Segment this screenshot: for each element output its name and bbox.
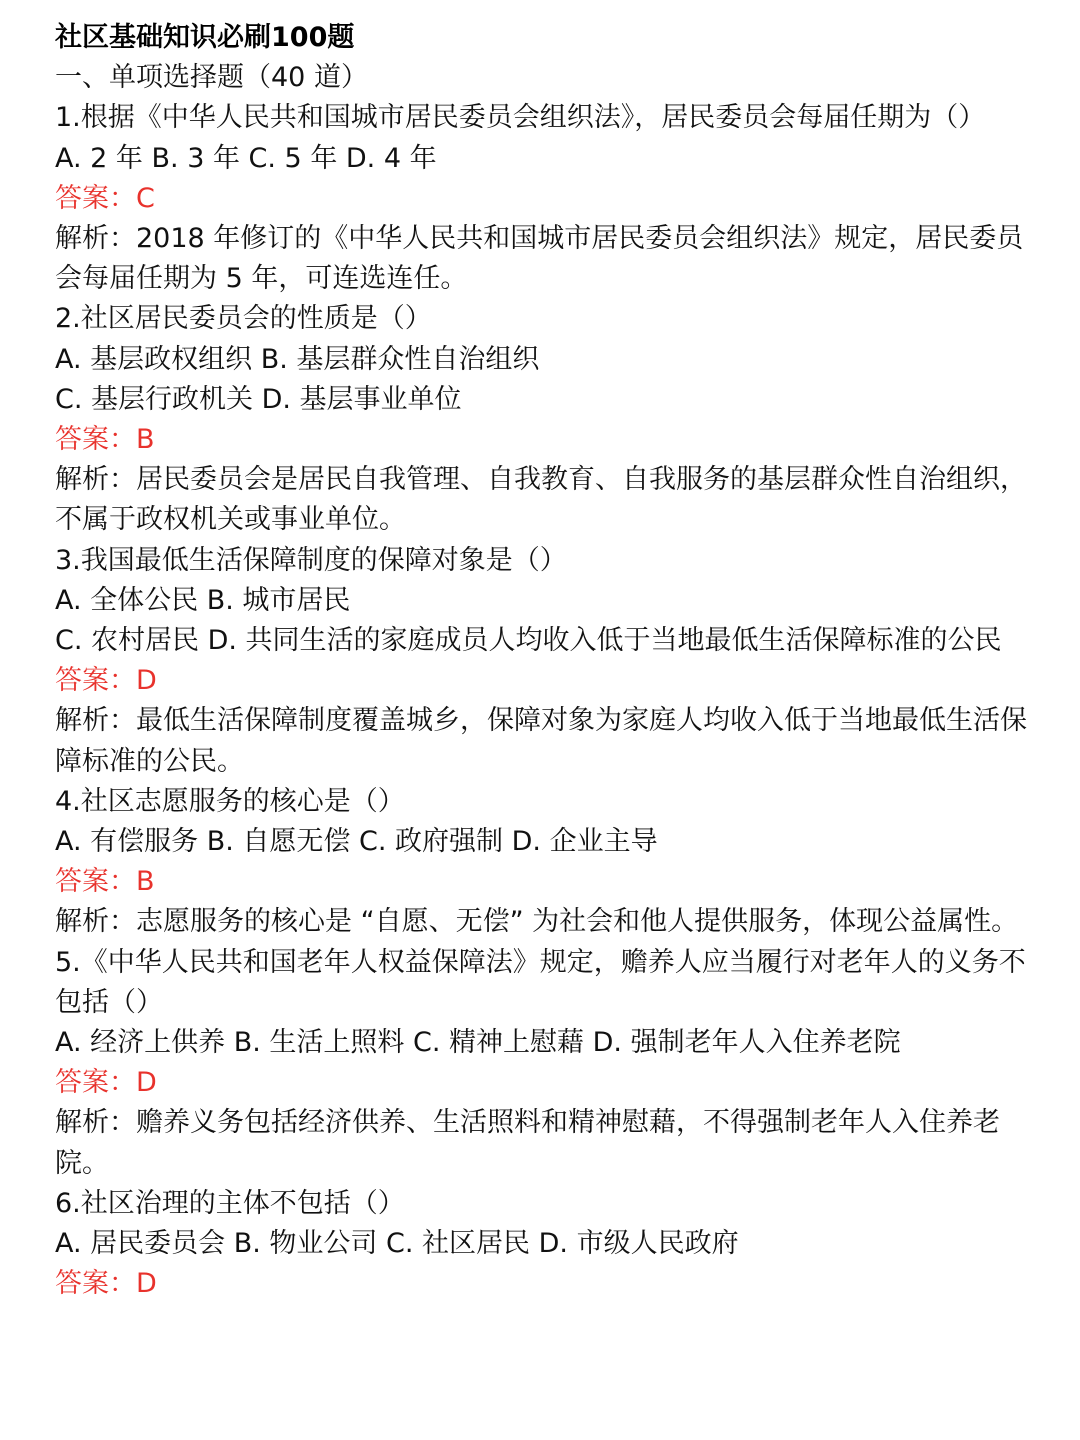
question-1	[55, 98, 1040, 299]
question-text: 6.社区治理的主体不包括（）	[55, 1187, 405, 1219]
options-line: A. 基层政权组织 B. 基层群众性自治组织	[55, 343, 540, 375]
question-2	[55, 299, 1040, 540]
options-line: A. 居民委员会 B. 物业公司 C. 社区居民 D. 市级人民政府	[55, 1228, 739, 1260]
answer-text: 答案：B	[55, 866, 155, 898]
question-text: 1.根据《中华人民共和国城市居民委员会组织法》，居民委员会每届任期为（）	[55, 102, 986, 134]
question-text: 2.社区居民委员会的性质是（）	[55, 303, 432, 335]
question-text: 5.《中华人民共和国老年人权益保障法》规定，赡养人应当履行对老年人的义务不包括（）	[55, 946, 1026, 1018]
options-line: C. 农村居民 D. 共同生活的家庭成员人均收入低于当地最低生活保障标准的公民	[55, 625, 1002, 657]
answer-text: 答案：D	[55, 1268, 157, 1300]
question-6	[55, 1184, 1040, 1305]
answer-text: 答案：D	[55, 1067, 157, 1099]
question-4	[55, 782, 1040, 943]
options-line: A. 有偿服务 B. 自愿无偿 C. 政府强制 D. 企业主导	[55, 826, 658, 858]
options-line: A. 经济上供养 B. 生活上照料 C. 精神上慰藉 D. 强制老年人入住养老院	[55, 1027, 901, 1059]
document-title: 社区基础知识必刷100题	[55, 22, 355, 53]
question-text: 4.社区志愿服务的核心是（）	[55, 785, 405, 817]
document	[55, 18, 1040, 1305]
answer-text: 答案：D	[55, 665, 157, 697]
question-text: 3.我国最低生活保障制度的保障对象是（）	[55, 544, 567, 576]
section-heading: 一、单项选择题（40 道）	[55, 62, 368, 94]
explanation-text: 解析：2018 年修订的《中华人民共和国城市居民委员会组织法》规定，居民委员会每届任期为 5 年，可连选连任。	[55, 223, 1024, 295]
question-5	[55, 943, 1040, 1184]
answer-text: 答案：B	[55, 424, 155, 456]
explanation-text: 解析：居民委员会是居民自我管理、自我教育、自我服务的基层群众性自治组织，不属于政权机关或事业单位。	[55, 464, 1027, 536]
question-3	[55, 541, 1040, 782]
explanation-text: 解析：最低生活保障制度覆盖城乡，保障对象为家庭人均收入低于当地最低生活保障标准的公民。	[55, 705, 1027, 777]
options-line: A. 全体公民 B. 城市居民	[55, 584, 351, 616]
explanation-text: 解析：志愿服务的核心是 “自愿、无偿” 为社会和他人提供服务，体现公益属性。	[55, 906, 1019, 938]
options-line: A. 2 年 B. 3 年 C. 5 年 D. 4 年	[55, 142, 437, 174]
explanation-text: 解析：赡养义务包括经济供养、生活照料和精神慰藉，不得强制老年人入住养老院。	[55, 1107, 1000, 1179]
options-line: C. 基层行政机关 D. 基层事业单位	[55, 383, 462, 415]
answer-text: 答案：C	[55, 182, 155, 214]
